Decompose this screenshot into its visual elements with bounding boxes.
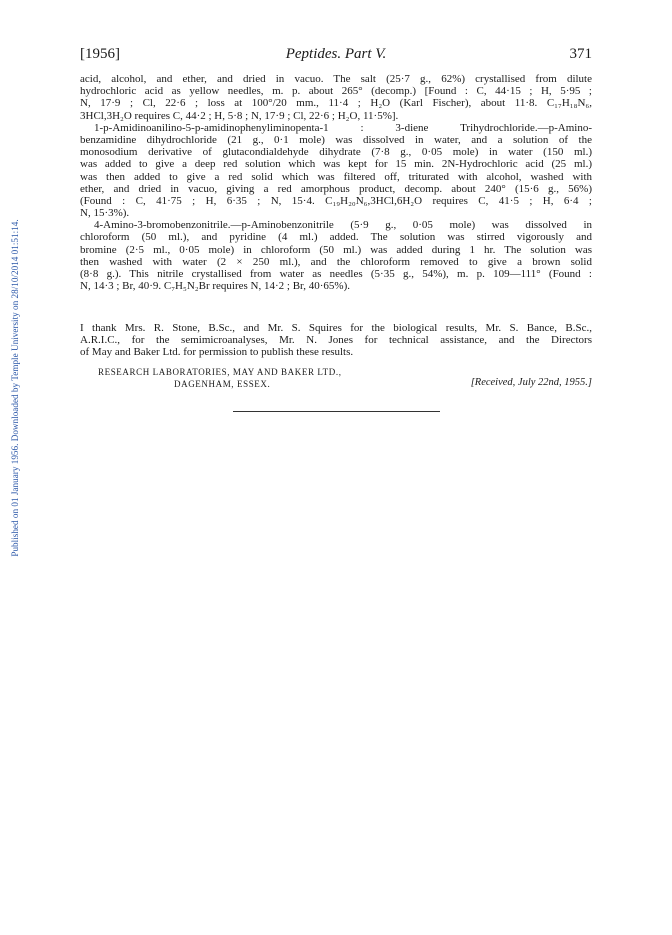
body-line: ether, and dried in vacuo, giving a red amorphous product, decomp. about 240° (15·6 g., 56%): [80, 182, 592, 195]
body-line: hydrochloric acid as yellow needles, m. p. about 265° (decomp.) [Found : C, 44·15 ; H, 5·95 ;: [80, 85, 592, 98]
body-line: chloroform (50 ml.), and pyridine (4 ml.) added. The solution was stirred vigorously and: [80, 231, 592, 244]
address-line-1: RESEARCH LABORATORIES, MAY AND BAKER LTD.,: [98, 367, 342, 377]
ack-line: of May and Baker Ltd. for permission to publish these results.: [80, 346, 354, 359]
end-rule: [233, 411, 440, 412]
body-line: 1-p-Amidinoanilino-5-p-amidinophenyliminopenta-1 : 3-diene Trihydrochloride.—p-Amino-: [94, 121, 592, 134]
download-watermark-text: Published on 01 January 1956. Downloaded by Temple University on 28/10/2014 01:51:14.: [10, 219, 20, 557]
body-line: then washed with water (2 × 250 ml.), and the chloroform removed to give a brown solid: [80, 255, 592, 268]
body-line: monosodium derivative of glutacondialdehyde dihydrate (7·8 g., 0·05 mole) in water (150 ml.): [80, 146, 592, 159]
address-line-2: DAGENHAM, ESSEX.: [174, 378, 271, 389]
body-line: benzamidine dihydrochloride (21 g., 0·1 mole) was dissolved in water, and a solution of the: [80, 133, 592, 146]
acknowledgements: [80, 322, 592, 359]
body-line: 4-Amino-3-bromobenzonitrile.—p-Aminobenzonitrile (5·9 g., 0·05 mole) was dissolved in: [94, 219, 592, 232]
body-line: was then added to give a red solid which was filtered off, triturated with alcohol, washed with: [80, 170, 592, 183]
body-line: N, 15·3%).: [80, 207, 130, 220]
received-date: [Received, July 22nd, 1955.]: [470, 377, 592, 388]
running-header: [80, 46, 592, 66]
header-year: [1956]: [80, 46, 120, 62]
body-line: (8·8 g.). This nitrile crystallised from water as needles (5·35 g., 54%), m. p. 109—111° (Found :: [80, 268, 592, 280]
body-line: (Found : C, 41·75 ; H, 6·35 ; N, 15·4. C₁₉H₂₀N₆,3HCl,6H₂O requires C, 41·5 ; H, 6·4 ;: [80, 194, 592, 207]
body-line: 3HCl,3H₂O requires C, 44·2 ; H, 5·8 ; N, 17·9 ; Cl, 22·6 ; H₂O, 11·5%].: [80, 109, 399, 122]
body-line: N, 14·3 ; Br, 40·9. C₇H₅N₂Br requires N, 14·2 ; Br, 40·65%).: [80, 280, 351, 293]
article-body: [80, 73, 592, 292]
download-watermark: [9, 183, 21, 593]
institution-address: [98, 367, 342, 390]
ack-line: I thank Mrs. R. Stone, B.Sc., and Mr. S. Squires for the biological results, Mr. S. Bance, B.Sc.,: [80, 322, 592, 334]
body-line: bromine (2·5 ml., 0·05 mole) in chloroform (50 ml.) was added during 1 hr. The solution was: [80, 243, 592, 256]
body-line: was added to give a deep red solution which was kept for 15 min. 2N-Hydrochloric acid (25 ml.): [80, 158, 592, 171]
header-title: Peptides. Part V.: [285, 46, 387, 62]
page-number: 371: [569, 46, 592, 62]
ack-line: A.R.I.C., for the semimicroanalyses, Mr. N. Jones for technical assistance, and the Directors: [80, 334, 592, 347]
body-line: acid, alcohol, and ether, and dried in vacuo. The salt (25·7 g., 62%) crystallised from dilute: [80, 73, 592, 85]
body-line: N, 17·9 ; Cl, 22·6 ; loss at 100°/20 mm., 11·4 ; H₂O (Karl Fischer), about 11·8. C₁₇H₁₈N₆,: [80, 97, 592, 110]
